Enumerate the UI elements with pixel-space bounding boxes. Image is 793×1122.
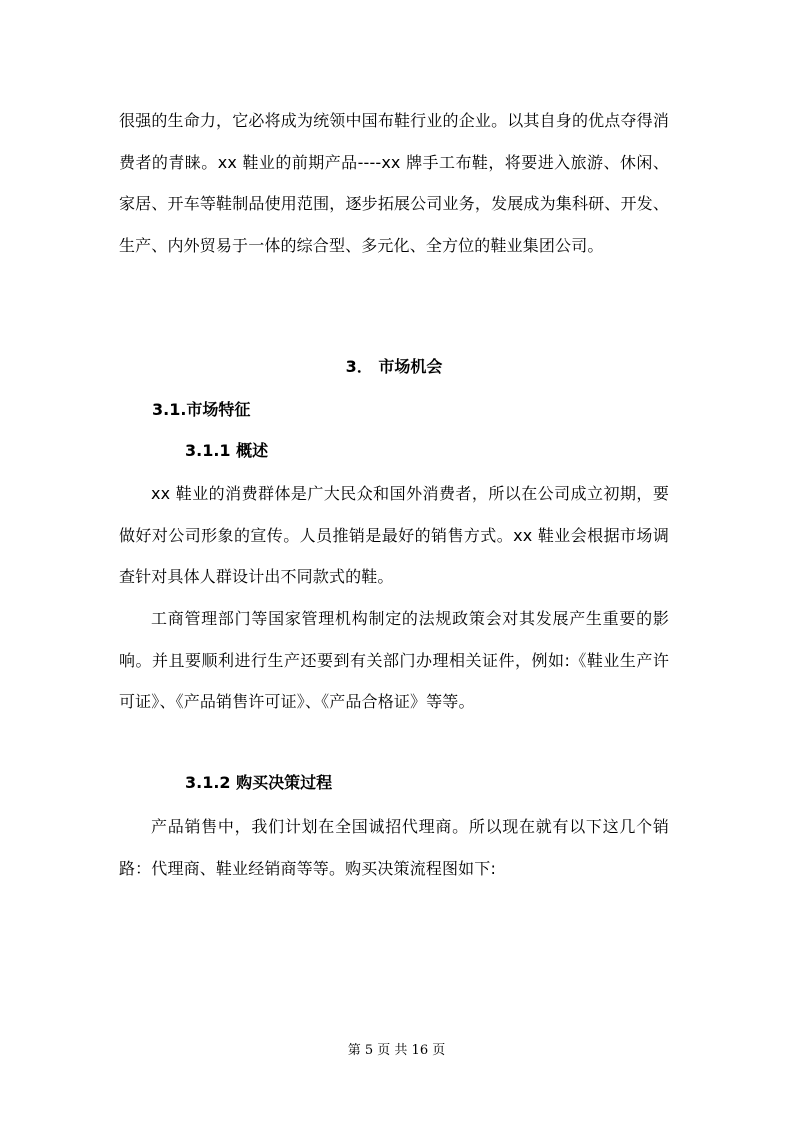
overview-paragraph-1-block [119, 473, 669, 598]
overview-paragraph-2: 工商管理部门等国家管理机构制定的法规政策会对其发展产生重要的影响。并且要顺利进行生产还要到有关部门办理相关证件，例如:《鞋业生产许可证》、《产品销售许可证》、《产品合格证》等等。 [119, 609, 669, 711]
section-3-1-title: 3.1.市场特征 [152, 400, 251, 419]
purchase-paragraph-block [119, 806, 669, 889]
intro-paragraph: 很强的生命力，它必将成为统领中国布鞋行业的企业。以其自身的优点夺得消费者的青睐。xx 鞋业的前期产品----xx 牌手工布鞋，将要进入旅游、休闲、家居、开车等鞋制品使用范围，逐步拓展公司业务，发展成为集科研、开发、生产、内外贸易于一体的综合型、多元化、全方位的鞋业集团公司。 [119, 111, 669, 255]
purchase-paragraph: 产品销售中，我们计划在全国诚招代理商。所以现在就有以下这几个销路：代理商、鞋业经销商等等。购买决策流程图如下: [119, 817, 669, 878]
section-3-title: 3． 市场机会 [345, 357, 443, 376]
intro-block [119, 100, 669, 266]
section-3-1-1-title: 3.1.1 概述 [185, 441, 269, 460]
page-footer: 第 5 页 共 16 页 [347, 1043, 446, 1058]
overview-paragraph-2-block [119, 598, 669, 723]
section-3-1-2-title: 3.1.2 购买决策过程 [185, 773, 333, 792]
overview-paragraph-1: xx 鞋业的消费群体是广大民众和国外消费者，所以在公司成立初期，要做好对公司形象的宣传。人员推销是最好的销售方式。xx 鞋业会根据市场调查针对具体人群设计出不同款式的鞋。 [119, 484, 669, 586]
